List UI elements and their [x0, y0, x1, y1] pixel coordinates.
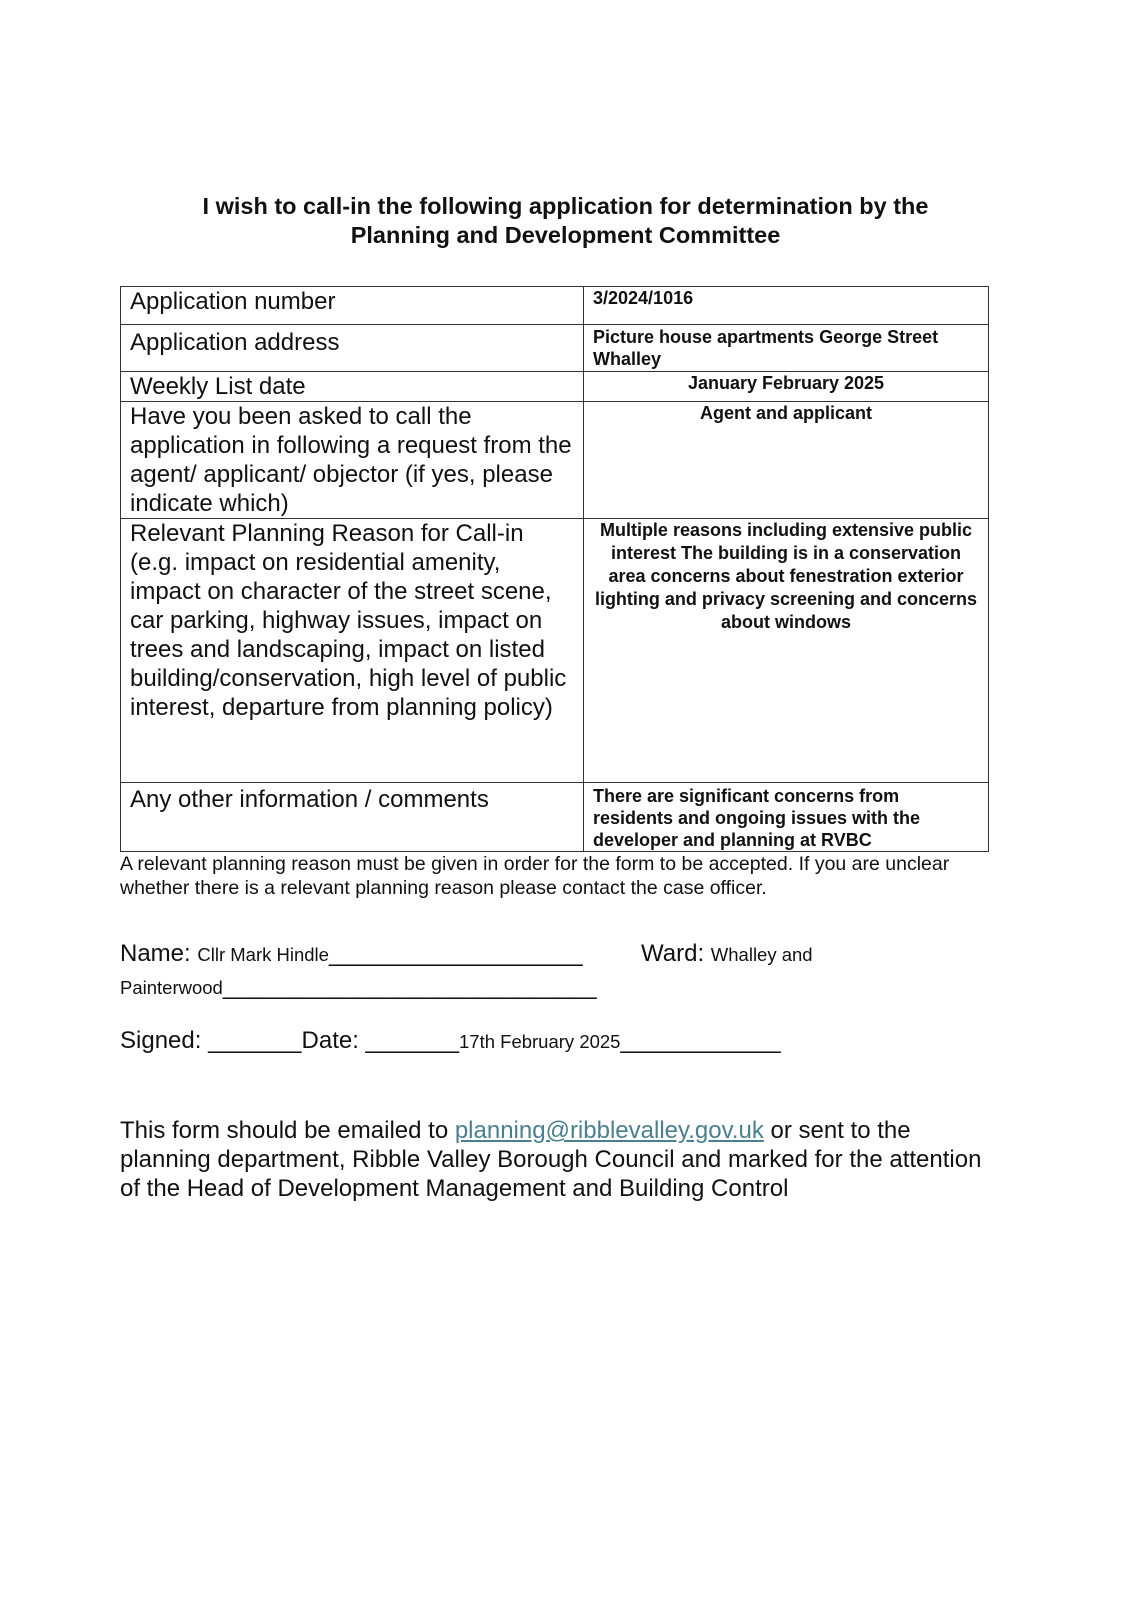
note-text: A relevant planning reason must be given in order for the form to be accepted. If you are unclear whether there is a relevant planning reason please contact the case officer. [120, 853, 950, 899]
row-label: Application number [121, 287, 584, 325]
row-label: Have you been asked to call the application in following a request from the agent/ applicant/ objector (if yes, please indicate which) [121, 402, 584, 519]
email-link[interactable]: planning@ribblevalley.gov.uk [454, 1117, 764, 1144]
table-row [121, 372, 989, 402]
signed-label: Signed: [120, 1027, 202, 1054]
row-label: Application address [121, 325, 584, 372]
footer-before: This form should be emailed to [120, 1117, 455, 1144]
name-label: Name: [120, 940, 191, 967]
table-row [121, 783, 989, 852]
footer-after: or sent to the planning department, Ribble Valley Borough Council and marked for the attention of the Head of Development Management and Building Control [120, 1117, 982, 1202]
planning-reason: Multiple reasons including extensive public interest The building is in a conservation area concerns about fenestration exterior lighting and privacy screening and concerns about windows [584, 519, 989, 783]
ward-line-2: Painterwood____________________________ [120, 973, 597, 1000]
row-label: Any other information / comments [121, 783, 584, 852]
ward-line [641, 940, 813, 968]
application-address: Picture house apartments George Street Whalley [584, 325, 989, 372]
other-comments: There are significant concerns from residents and ongoing issues with the developer and planning at RVBC [584, 783, 989, 852]
table-row [121, 519, 989, 783]
ward-label: Ward: [641, 940, 705, 967]
form-title [0, 192, 1131, 250]
row-label: Relevant Planning Reason for Call-in (e.g. impact on residential amenity, impact on character of the street scene, car parking, highway issues, impact on trees and landscaping, impact on listed building/conservation, high level of public interest, departure from planning policy) [121, 519, 584, 783]
application-number: 3/2024/1016 [584, 287, 989, 325]
application-table [120, 286, 989, 852]
title-line: Planning and Development Committee [350, 222, 781, 248]
signed-line: Signed: _______Date: _______17th February 2025____________ [120, 1027, 781, 1054]
name-line: Name: Cllr Mark Hindle___________________ [120, 940, 583, 967]
row-label: Weekly List date [121, 372, 584, 402]
ward-value: Whalley and [710, 944, 813, 965]
request-source: Agent and applicant [584, 402, 989, 519]
table-row [121, 287, 989, 325]
date-label: Date: [301, 1027, 359, 1054]
table-row [121, 402, 989, 519]
table-row [121, 325, 989, 372]
name-value: Cllr Mark Hindle [197, 944, 329, 965]
weekly-list-date: January February 2025 [584, 372, 989, 402]
footer-text [120, 1116, 1000, 1203]
ward-value-continued: Painterwood [120, 977, 223, 998]
date-value: 17th February 2025 [459, 1031, 621, 1052]
title-line: I wish to call-in the following application for determination by the [202, 193, 929, 219]
